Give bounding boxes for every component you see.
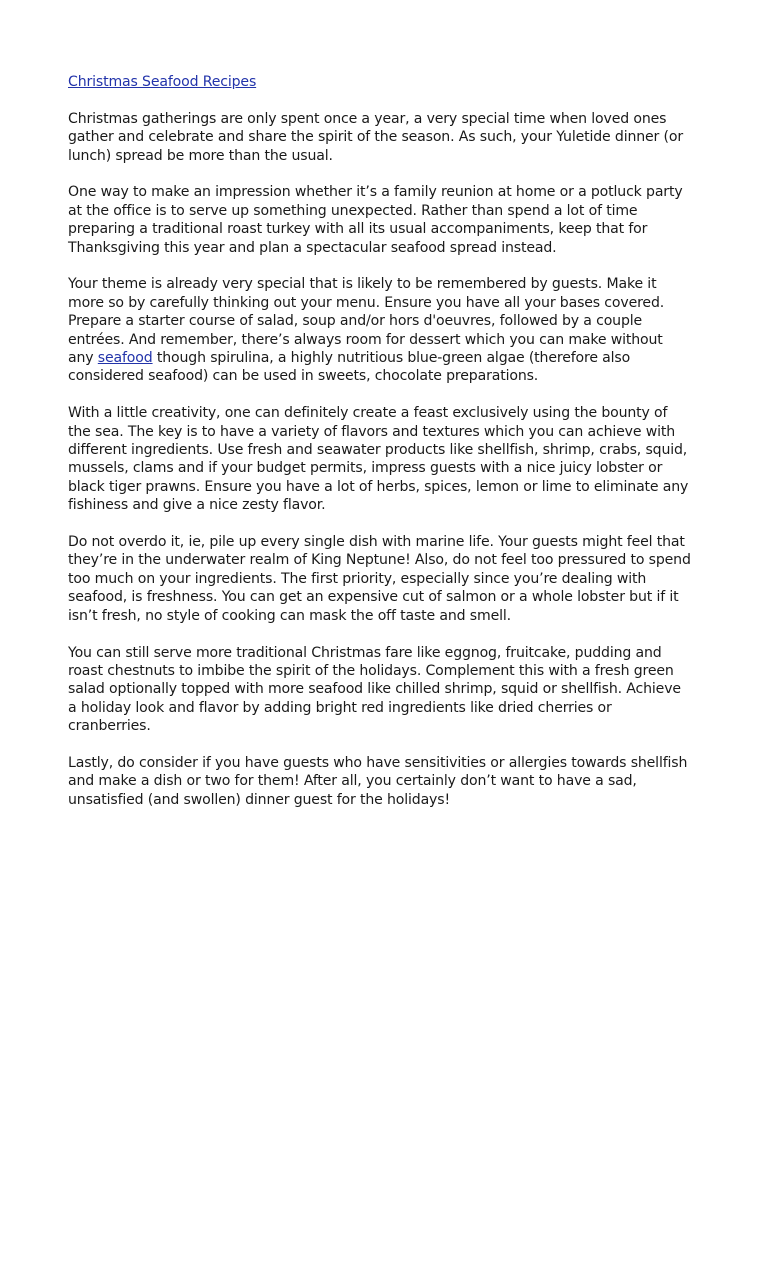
paragraph-impression: One way to make an impression whether it’s a family reunion at home or a potluck party at the office is to serve up something unexpected. Rather than spend a lot of time preparing a traditional roast turkey with all its usual accompaniments, keep that for Thanksgiving this year and plan a spectacular seafood spread instead. [68, 184, 683, 256]
paragraph-intro: Christmas gatherings are only spent once a year, a very special time when loved ones gather and celebrate and share the spirit of the season. As such, your Yuletide dinner (or lunch) spread be more than the usual. [68, 110, 683, 164]
paragraph-theme [68, 275, 692, 385]
paragraph-creativity: With a little creativity, one can definitely create a feast exclusively using the bounty of the sea. The key is to have a variety of flavors and textures which you can achieve with different ingredients. Use fresh and seawater products like shellfish, shrimp, crabs, squid, mussels, clams and if your budget permits, impress guests with a nice juicy lobster or black tiger prawns. Ensure you have a lot of herbs, spices, lemon or lime to eliminate any fishiness and give a nice zesty flavor. [68, 405, 689, 514]
title [68, 73, 692, 91]
paragraph-theme-text-1: Your theme is already very special that is likely to be remembered by guests. Make it more so by carefully thinking out your menu. Ensure you have all your bases covered. Prepare a starter course of salad, soup and/or hors d'oeuvres, followed by a couple entrées. And remember, there’s always room for dessert which you can make without any [68, 276, 665, 367]
paragraph-theme-text-2: though spirulina, a highly nutritious blue-green algae (therefore also considered seafood) can be used in sweets, chocolate preparations. [68, 350, 631, 385]
paragraph-allergies: Lastly, do consider if you have guests who have sensitivities or allergies towards shellfish and make a dish or two for them! After all, you certainly don’t want to have a sad, unsatisfied (and swollen) dinner guest for the holidays! [68, 754, 688, 808]
paragraph-traditional: You can still serve more traditional Christmas fare like eggnog, fruitcake, pudding and roast chestnuts to imbibe the spirit of the holidays. Complement this with a fresh green salad optionally topped with more seafood like chilled shrimp, squid or shellfish. Achieve a holiday look and flavor by adding bright red ingredients like dried cherries or cranberries. [68, 644, 681, 735]
seafood-link[interactable]: seafood [97, 350, 153, 367]
document-page [68, 73, 692, 828]
paragraph-overdo: Do not overdo it, ie, pile up every single dish with marine life. Your guests might feel that they’re in the underwater realm of King Neptune! Also, do not feel too pressured to spend too much on your ingredients. The first priority, especially since you’re dealing with seafood, is freshness. You can get an expensive cut of salmon or a whole lobster but if it isn’t fresh, no style of cooking can mask the off taste and smell. [68, 534, 691, 624]
title-link[interactable]: Christmas Seafood Recipes [68, 74, 257, 90]
